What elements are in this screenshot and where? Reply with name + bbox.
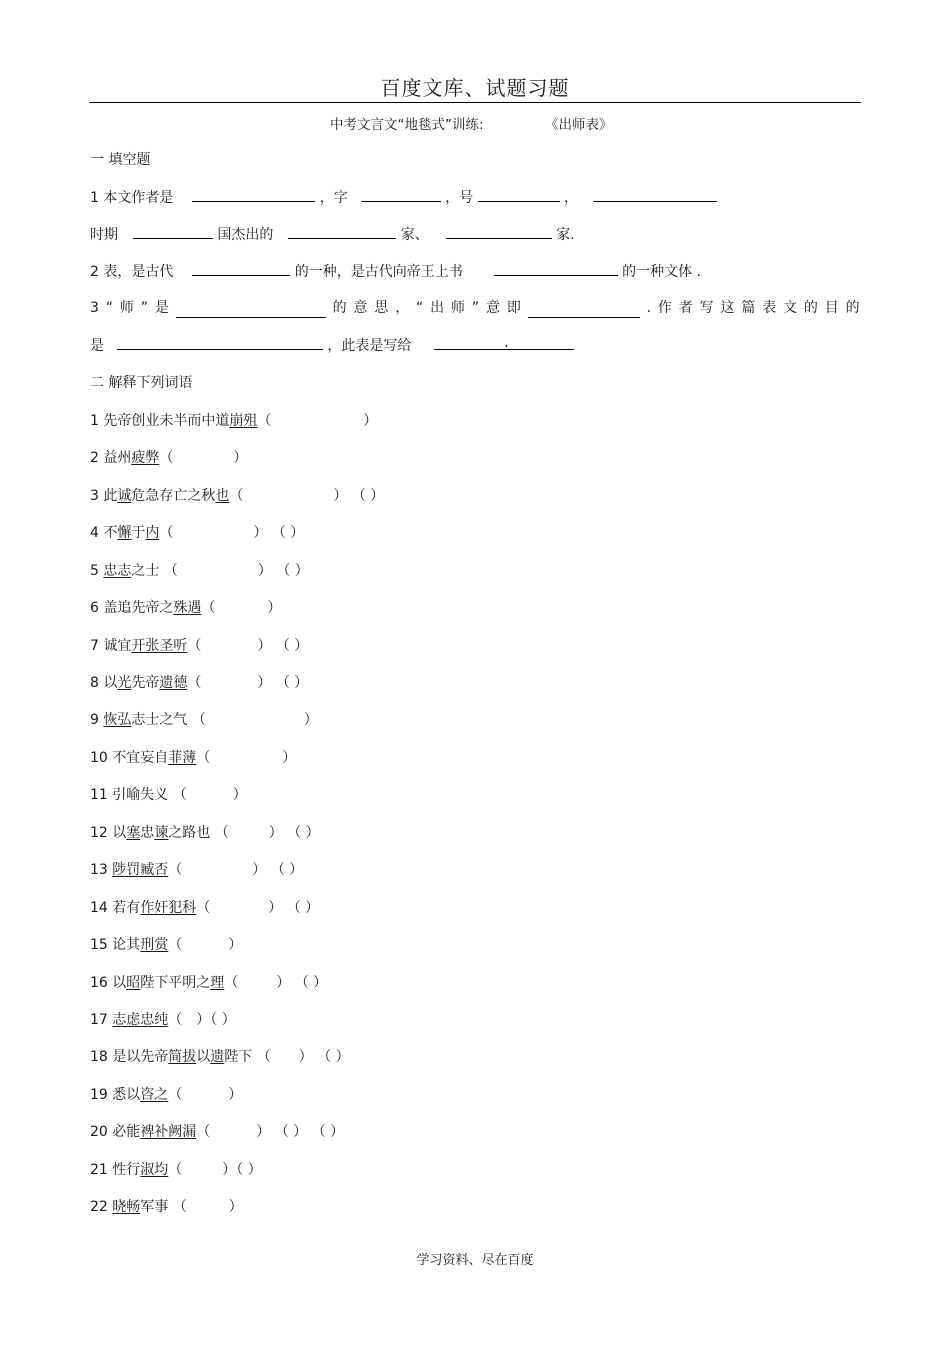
vocab-text: （ (168, 1012, 183, 1028)
vocab-text: （ (168, 1162, 183, 1178)
vocab-text: 于 (131, 525, 146, 541)
vocab-text: ） (232, 787, 247, 803)
q3-dot: . (646, 300, 652, 316)
q3-char: 的 (332, 300, 347, 316)
vocab-text: 危急存亡之秋 (131, 488, 216, 504)
q3-char: 师 (119, 300, 134, 316)
vocab-text: 志士之气 （ (131, 712, 206, 728)
vocab-text: （ (196, 1124, 211, 1140)
q1-part-d: ， (563, 190, 578, 206)
q3-char: 师 (451, 300, 466, 316)
q3-char: ” (471, 300, 480, 316)
vocab-term: 塞 (126, 825, 141, 841)
vocab-item (90, 1197, 243, 1217)
vocab-text: 忠 (140, 825, 155, 841)
q3-char: ， (395, 300, 410, 316)
q3b-recipient-blank[interactable] (434, 335, 574, 350)
vocab-text: （ (201, 600, 216, 616)
q1-part-c: ，号 (445, 190, 474, 206)
q3-char: 目 (824, 300, 839, 316)
vocab-text: 12 以 (90, 825, 127, 841)
vocab-text: （ (168, 937, 183, 953)
q1b-role1-blank[interactable] (288, 224, 396, 239)
question-1-continued (90, 224, 575, 245)
q3-char: ” (140, 300, 149, 316)
vocab-text: 军事 （ (140, 1199, 187, 1215)
vocab-text: （ (187, 675, 202, 691)
vocab-text: 18 是以先帝 (90, 1049, 169, 1065)
vocab-text: 10 不宜妄自 (90, 750, 169, 766)
q3-char: 表 (762, 300, 777, 316)
vocab-text: ） （ ） （ ） (256, 1124, 345, 1140)
vocab-term: 遗 (210, 1049, 225, 1065)
vocab-item (90, 1122, 344, 1142)
q3b-part-a: 是 (90, 338, 104, 354)
q3-char: 3 (90, 300, 99, 316)
vocab-term: 志虑 (112, 1012, 141, 1028)
question-2 (90, 261, 701, 282)
q1b-role2-blank[interactable] (446, 224, 552, 239)
vocab-item (90, 673, 308, 693)
q1b-part-b: 国杰出的 (217, 227, 274, 243)
vocab-text: （ (196, 750, 211, 766)
q3-char: 作 (657, 300, 672, 316)
vocab-text: （ (159, 450, 174, 466)
vocab-term: 也 (215, 488, 230, 504)
q3b-part-b: ，此表是写给 (327, 338, 412, 354)
vocab-term: 刑赏 (140, 937, 169, 953)
vocab-text: （ (196, 900, 211, 916)
vocab-term: 忠纯 (140, 1012, 169, 1028)
vocab-term: 遗德 (159, 675, 188, 691)
vocab-item (90, 710, 318, 730)
q3b-part-c: . (504, 335, 509, 351)
vocab-item (90, 411, 377, 431)
vocab-item (90, 748, 296, 768)
q2-type-blank[interactable] (192, 261, 290, 276)
q2-part-b: 的一种，是古代向帝王上书 (294, 264, 463, 280)
vocab-text: ） (233, 450, 248, 466)
q3-char: 篇 (741, 300, 756, 316)
vocab-text: ） （ ） (333, 488, 385, 504)
q3-char: 即 (506, 300, 521, 316)
vocab-text: 8 以 (90, 675, 118, 691)
vocab-text: 之路也 （ (168, 825, 229, 841)
vocab-text: 13 (90, 862, 113, 878)
vocab-term: 懈 (117, 525, 132, 541)
vocab-text: ） （ ） (276, 975, 328, 991)
vocab-text: 陛下平明之 (140, 975, 211, 991)
vocab-term: 昭 (126, 975, 141, 991)
vocab-text: ） (267, 600, 282, 616)
vocab-text: ） (228, 1087, 243, 1103)
vocab-text: （ (224, 975, 239, 991)
q3-char: 思 (374, 300, 389, 316)
vocab-text: ） （ ） (257, 563, 309, 579)
vocab-text: 6 盖追先帝之 (90, 600, 174, 616)
q3-char: 的 (845, 300, 860, 316)
vocab-text: （ (159, 525, 174, 541)
vocab-text: 陛下 （ (224, 1049, 271, 1065)
vocab-text: 21 性行 (90, 1162, 141, 1178)
q3-char: 意 (353, 300, 368, 316)
vocab-term: 陟罚臧否 (112, 862, 169, 878)
q3-meaning-blank[interactable] (176, 303, 326, 318)
page-footer: 学习资料、尽在百度 (416, 1253, 534, 1268)
vocab-term: 晓畅 (112, 1199, 141, 1215)
vocab-text: 16 以 (90, 975, 127, 991)
vocab-item (90, 598, 281, 618)
vocab-term: 裨补阙漏 (140, 1124, 197, 1140)
vocab-text: ）（ ） (196, 1012, 236, 1028)
vocab-text: （ (257, 413, 272, 429)
q2-purpose-blank[interactable] (494, 261, 618, 276)
q3b-purpose-blank[interactable] (117, 335, 323, 350)
vocab-term: 之 (154, 1087, 169, 1103)
vocab-text: （ (229, 488, 244, 504)
vocab-text: 以 (196, 1049, 211, 1065)
vocab-item (90, 860, 303, 880)
q1-author-blank[interactable] (192, 187, 315, 202)
vocab-text: ） (228, 1199, 243, 1215)
vocab-item (90, 561, 309, 581)
q3-char: 出 (430, 300, 445, 316)
vocab-term: 诚 (117, 488, 132, 504)
q1-part-b: ，字 (319, 190, 348, 206)
section2-heading: 二 解释下列词语 (90, 375, 193, 391)
vocab-text: ） （ ） (257, 638, 309, 654)
question-3-continued (90, 335, 574, 356)
vocab-text: 2 益州 (90, 450, 132, 466)
q2-part-a: 2 表，是古代 (90, 264, 174, 280)
vocab-item (90, 935, 242, 955)
vocab-item (90, 448, 247, 468)
page-title: 百度文库、试题习题 (380, 76, 570, 100)
q2-part-c: 的一种文体 . (622, 264, 701, 280)
vocab-text: 3 此 (90, 488, 118, 504)
vocab-text: （ (168, 1087, 183, 1103)
vocab-item (90, 1010, 236, 1030)
vocab-item (90, 898, 319, 918)
vocab-text: ）（ ） (222, 1162, 262, 1178)
vocab-item (90, 973, 327, 993)
q3-char: 的 (803, 300, 818, 316)
vocab-term: 忠志 (103, 563, 132, 579)
q3-char: 是 (154, 300, 169, 316)
vocab-text: 4 不 (90, 525, 118, 541)
subtitle-right: 《出师表》 (545, 117, 613, 133)
vocab-text: 15 论其 (90, 937, 141, 953)
vocab-text: 1 先帝创业未半而中道 (90, 413, 230, 429)
q1b-period-blank[interactable] (133, 224, 213, 239)
vocab-item (90, 1047, 350, 1067)
vocab-text: ） (363, 413, 378, 429)
vocab-term: 咨 (140, 1087, 155, 1103)
q1b-part-d: 家. (556, 227, 575, 243)
vocab-text: 11 引喻失义 （ (90, 787, 187, 803)
vocab-term: 内 (145, 525, 160, 541)
vocab-text: ） (228, 937, 243, 953)
vocab-item (90, 636, 308, 656)
vocab-term: 光 (117, 675, 132, 691)
vocab-item (90, 785, 247, 805)
vocab-term: 崩殂 (229, 413, 258, 429)
q3-char: 者 (678, 300, 693, 316)
vocab-item (90, 523, 304, 543)
vocab-term: 谏 (154, 825, 169, 841)
vocab-term: 殊遇 (173, 600, 202, 616)
vocab-text: 20 必能 (90, 1124, 141, 1140)
vocab-term: 疲弊 (131, 450, 160, 466)
vocab-text: ） (282, 750, 297, 766)
vocab-text: 14 若有 (90, 900, 141, 916)
vocab-term: 菲薄 (168, 750, 197, 766)
q3-char: “ (105, 300, 114, 316)
vocab-text: 17 (90, 1012, 113, 1028)
vocab-text: （ (187, 638, 202, 654)
vocab-item (90, 486, 384, 506)
vocab-text: ） （ ） (298, 1049, 350, 1065)
vocab-text: 9 (90, 712, 104, 728)
q1-pseudonym-blank[interactable] (478, 187, 560, 202)
vocab-item (90, 823, 320, 843)
q1b-part-c: 家、 (400, 227, 429, 243)
vocab-term: 作奸犯科 (140, 900, 197, 916)
vocab-term: 淑均 (140, 1162, 169, 1178)
vocab-text: 22 (90, 1199, 113, 1215)
q1-courtesy-name-blank[interactable] (361, 187, 441, 202)
q3-char: 这 (720, 300, 735, 316)
q3-char: “ (416, 300, 424, 316)
q3-char: 意 (486, 300, 501, 316)
vocab-text: ） （ ） (268, 825, 320, 841)
vocab-text: ） （ ） (252, 862, 304, 878)
vocab-text: ） (303, 712, 318, 728)
q3-chushi-blank[interactable] (528, 303, 640, 318)
q3-char: 文 (783, 300, 798, 316)
vocab-text: ） （ ） (257, 675, 309, 691)
vocab-item (90, 1160, 262, 1180)
vocab-text: 7 诚宜 (90, 638, 132, 654)
q1-part-a: 1 本文作者是 (90, 190, 174, 206)
vocab-text: 19 悉以 (90, 1087, 141, 1103)
subtitle-left: 中考文言文“地毯式”训练: (330, 117, 484, 133)
title-divider (89, 102, 861, 103)
vocab-term: 开张圣听 (131, 638, 188, 654)
vocab-text: 先帝 (131, 675, 160, 691)
vocab-text: 5 (90, 563, 104, 579)
q1b-part-a: 时期 (90, 227, 118, 243)
q3-char: 写 (699, 300, 714, 316)
vocab-term: 理 (210, 975, 225, 991)
vocab-text: ） （ ） (253, 525, 305, 541)
vocab-term: 简拔 (168, 1049, 197, 1065)
vocab-text: ） （ ） (268, 900, 320, 916)
question-1 (90, 187, 717, 208)
vocab-term: 恢弘 (103, 712, 132, 728)
section1-heading: 一 填空题 (90, 152, 151, 168)
question-3 (90, 298, 860, 318)
q1-extra-blank[interactable] (593, 187, 717, 202)
vocab-item (90, 1085, 242, 1105)
vocab-text: （ (168, 862, 183, 878)
vocab-text: 之士 （ (131, 563, 178, 579)
